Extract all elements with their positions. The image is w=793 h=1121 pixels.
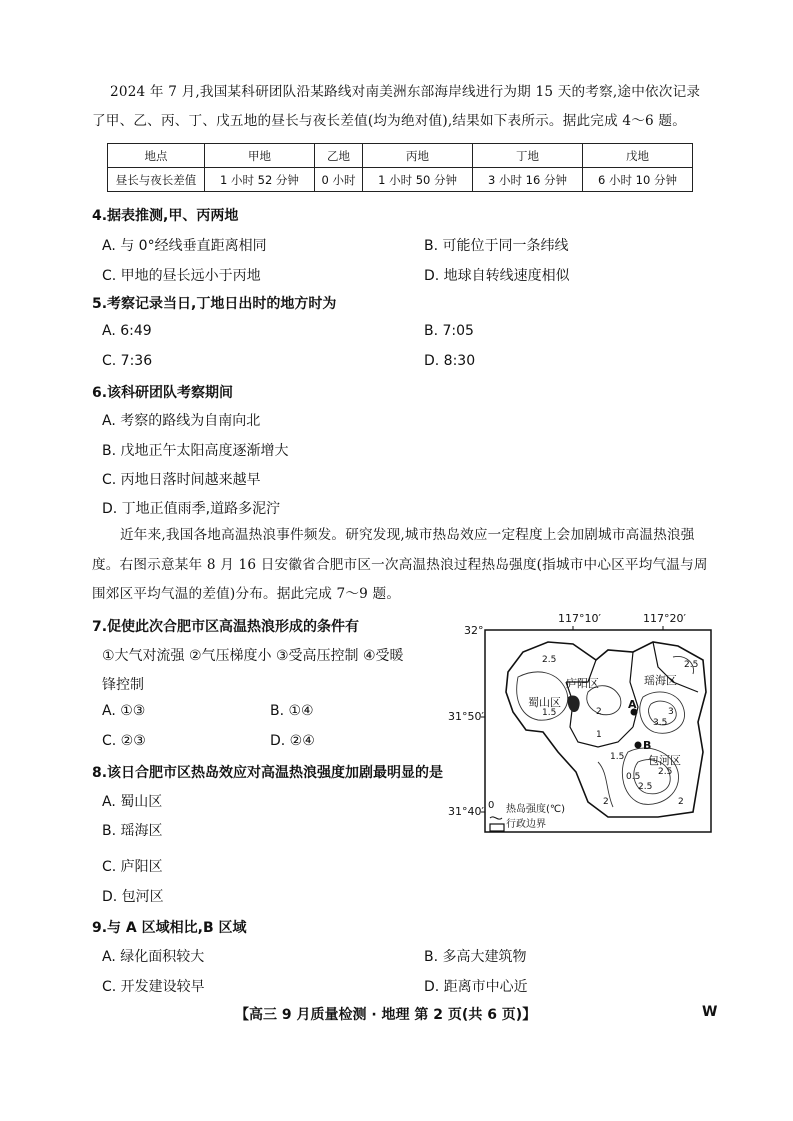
question-7-items-line-2: 锋控制: [102, 677, 144, 693]
question-9-stem: 9.与 A 区域相比,B 区域: [92, 920, 247, 936]
question-5-option-a[interactable]: A. 6:49: [102, 323, 152, 339]
contour-label: 2: [596, 707, 602, 717]
question-6-option-b[interactable]: B. 戊地正午太阳高度逐渐增大: [102, 443, 289, 459]
question-7-option-a[interactable]: A. ①③: [102, 703, 146, 719]
legend-isoline-label: 热岛强度(℃): [506, 804, 566, 815]
table-header-cell: 丙地: [363, 144, 473, 168]
table-cell: 昼长与夜长差值: [108, 168, 205, 192]
question-4-stem: 4.据表推测,甲、丙两地: [92, 208, 239, 224]
map-lat-label-2: 31°50′: [448, 710, 484, 723]
heat-island-map: [448, 612, 718, 837]
question-4-option-a[interactable]: A. 与 0°经线垂直距离相同: [102, 238, 267, 254]
table-cell: 6 小时 10 分钟: [582, 168, 692, 192]
table-cell: 0 小时: [314, 168, 362, 192]
question-7-option-b[interactable]: B. ①④: [270, 703, 314, 719]
question-7-option-d[interactable]: D. ②④: [270, 733, 315, 749]
question-8-option-c[interactable]: C. 庐阳区: [102, 859, 163, 875]
contour-label: 3.5: [653, 718, 668, 728]
question-6-option-a[interactable]: A. 考察的路线为自南向北: [102, 413, 261, 429]
day-night-difference-table: [107, 143, 693, 192]
question-9-option-b[interactable]: B. 多高大建筑物: [424, 949, 527, 965]
table-cell: 3 小时 16 分钟: [473, 168, 583, 192]
question-5-stem: 5.考察记录当日,丁地日出时的地方时为: [92, 296, 337, 312]
question-8-option-d[interactable]: D. 包河区: [102, 889, 164, 905]
contour-label: 2.5: [638, 782, 653, 792]
question-8-stem: 8.该日合肥市区热岛效应对高温热浪强度加剧最明显的是: [92, 765, 444, 781]
table-header-cell: 地点: [108, 144, 205, 168]
question-9-option-a[interactable]: A. 绿化面积较大: [102, 949, 205, 965]
intro-line-2: 了甲、乙、丙、丁、戊五地的昼长与夜长差值(均为绝对值),结果如下表所示。据此完成 4～6 题。: [92, 113, 687, 129]
question-6-option-c[interactable]: C. 丙地日落时间越来越早: [102, 472, 261, 488]
page-footer: 【高三 9 月质量检测 · 地理 第 2 页(共 6 页)】: [235, 1007, 537, 1023]
question-7-stem: 7.促使此次合肥市区高温热浪形成的条件有: [92, 619, 360, 635]
table-header-cell: 甲地: [205, 144, 315, 168]
question-8-option-b[interactable]: B. 瑶海区: [102, 823, 163, 839]
legend-boundary-label: 行政边界: [506, 819, 546, 830]
question-4-option-b[interactable]: B. 可能位于同一条纬线: [424, 238, 569, 254]
map-label-shushan: 蜀山区: [528, 696, 561, 709]
question-9-option-d[interactable]: D. 距离市中心近: [424, 979, 528, 995]
question-5-option-c[interactable]: C. 7:36: [102, 353, 153, 369]
map-label-baohe: 包河区: [648, 754, 681, 767]
contour-label: 1.5: [610, 752, 625, 762]
question-8-option-a[interactable]: A. 蜀山区: [102, 794, 163, 810]
map-point-a-label: A: [628, 698, 637, 711]
intro-line-1: 2024 年 7 月,我国某科研团队沿某路线对南美洲东部海岸线进行为期 15 天的考察,途中依次记录: [110, 84, 701, 100]
page-code: W: [702, 1004, 718, 1020]
question-7-option-c[interactable]: C. ②③: [102, 733, 146, 749]
map-lon-label-1: 117°10′: [558, 612, 601, 625]
map-label-yaohai: 瑶海区: [644, 674, 677, 687]
question-4-option-c[interactable]: C. 甲地的昼长远小于丙地: [102, 268, 261, 284]
map-lon-label-2: 117°20′: [643, 612, 686, 625]
table-row: [108, 168, 693, 192]
question-7-items-line-1: ①大气对流强 ②气压梯度小 ③受高压控制 ④受暖: [102, 648, 404, 664]
table-header-cell: 丁地: [473, 144, 583, 168]
contour-label: 2: [678, 797, 684, 807]
contour-label: 1: [596, 730, 602, 740]
map-point-b-label: B: [643, 739, 652, 752]
table-header-cell: 乙地: [314, 144, 362, 168]
point-b-marker: [635, 742, 642, 749]
contour-label: 2.5: [542, 655, 557, 665]
contour-label: 0.5: [626, 772, 641, 782]
contour-label: 1.5: [542, 708, 557, 718]
question-5-option-d[interactable]: D. 8:30: [424, 353, 476, 369]
intro2-line-3: 围郊区平均气温的差值)分布。据此完成 7～9 题。: [92, 586, 401, 602]
question-9-option-c[interactable]: C. 开发建设较早: [102, 979, 205, 995]
question-4-option-d[interactable]: D. 地球自转线速度相似: [424, 268, 570, 284]
intro2-line-1: 近年来,我国各地高温热浪事件频发。研究发现,城市热岛效应一定程度上会加剧城市高温热浪强: [120, 527, 695, 543]
contour-label: 3: [668, 707, 674, 717]
table-header-cell: 戊地: [582, 144, 692, 168]
map-label-luyang: 庐阳区: [566, 677, 599, 690]
question-5-option-b[interactable]: B. 7:05: [424, 323, 474, 339]
intro2-line-2: 度。右图示意某年 8 月 16 日安徽省合肥市区一次高温热浪过程热岛强度(指城市中心区平均气温与周: [92, 557, 708, 573]
table-header-row: [108, 144, 693, 168]
contour-label: 2.5: [658, 767, 673, 777]
question-6-stem: 6.该科研团队考察期间: [92, 385, 234, 401]
contour-label: 2: [603, 797, 609, 807]
question-6-option-d[interactable]: D. 丁地正值雨季,道路多泥泞: [102, 501, 281, 517]
map-lat-label-1: 32°: [464, 624, 484, 637]
table-cell: 1 小时 50 分钟: [363, 168, 473, 192]
legend-isoline-value: 0: [488, 800, 495, 811]
table-cell: 1 小时 52 分钟: [205, 168, 315, 192]
contour-label: 2.5: [684, 660, 699, 670]
map-lat-label-3: 31°40′: [448, 805, 484, 818]
